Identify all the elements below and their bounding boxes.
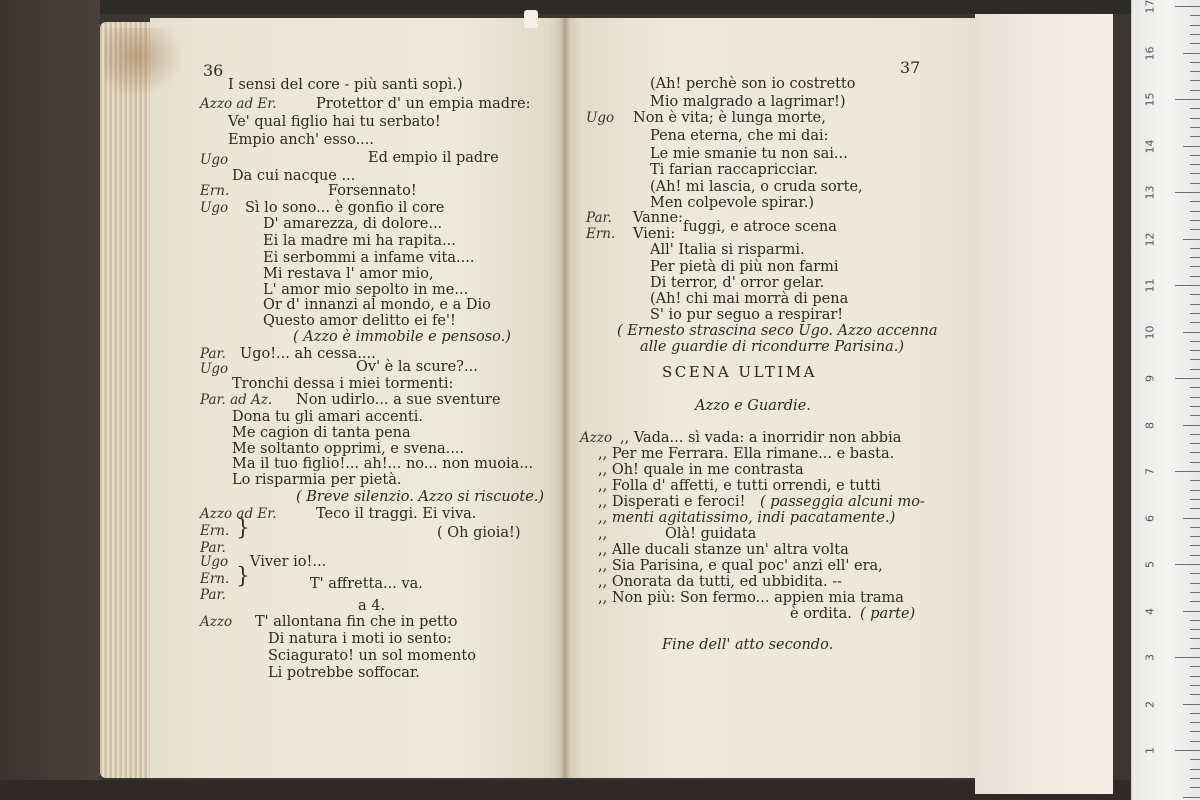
ruler-tick bbox=[1183, 425, 1200, 426]
text-line: ,, Folla d' affetti, e tutti orrendi, e tutti bbox=[598, 478, 881, 494]
ruler-tick bbox=[1190, 34, 1200, 35]
text-line: Olà! guidata bbox=[665, 526, 757, 542]
ruler-tick bbox=[1190, 155, 1200, 156]
ruler-tick bbox=[1190, 304, 1200, 305]
ruler-tick bbox=[1190, 508, 1200, 509]
ruler-tick bbox=[1190, 108, 1200, 109]
speaker-tag: Ern. bbox=[200, 571, 230, 587]
ruler-tick bbox=[1190, 183, 1200, 184]
text-line: ,, Alle ducali stanze un' altra volta bbox=[598, 542, 849, 558]
ruler-tick bbox=[1190, 434, 1200, 435]
ruler-tick bbox=[1190, 322, 1200, 323]
ruler-tick bbox=[1190, 136, 1200, 137]
text-line: Or d' innanzi al mondo, e a Dio bbox=[263, 297, 491, 313]
ruler-tick bbox=[1190, 620, 1200, 621]
ruler-tick bbox=[1175, 99, 1200, 100]
text-line: Di natura i moti io sento: bbox=[268, 631, 452, 647]
text-line: Ugo!... ah cessa.... bbox=[240, 346, 376, 362]
text-line: S' io pur seguo a respirar! bbox=[650, 307, 844, 323]
ruler-label: 4 bbox=[1143, 607, 1157, 615]
text-line: fuggi, e atroce scena bbox=[683, 219, 837, 235]
ruler-tick bbox=[1190, 127, 1200, 128]
text-line: ( Azzo è immobile e pensoso.) bbox=[293, 329, 511, 345]
ruler-tick bbox=[1190, 731, 1200, 732]
ruler-tick bbox=[1190, 601, 1200, 602]
text-line: Viver io!... bbox=[250, 554, 327, 570]
ruler-label: 5 bbox=[1143, 561, 1157, 568]
ruler-tick bbox=[1190, 397, 1200, 398]
text-line: ( Breve silenzio. Azzo si riscuote.) bbox=[296, 489, 545, 505]
text-line: Pena eterna, che mi dai: bbox=[650, 128, 829, 144]
speaker-tag: Ern. bbox=[200, 523, 230, 539]
ruler-tick bbox=[1175, 285, 1200, 286]
speaker-tag: Par. bbox=[200, 346, 226, 362]
text-line: Vanne: bbox=[633, 210, 683, 226]
text-line: Ve' qual figlio hai tu serbato! bbox=[228, 114, 441, 130]
text-line: a 4. bbox=[358, 598, 386, 614]
text-line: Ei la madre mi ha rapita... bbox=[263, 233, 456, 249]
ruler-tick bbox=[1190, 787, 1200, 788]
ruler-tick bbox=[1190, 648, 1200, 649]
text-line: Sì lo sono... è gonfio il core bbox=[245, 200, 445, 216]
ruler-tick bbox=[1183, 53, 1200, 54]
ruler-tick bbox=[1175, 378, 1200, 379]
binding-thread bbox=[524, 10, 538, 28]
ruler-tick bbox=[1190, 480, 1200, 481]
speaker-tag: Par. bbox=[200, 540, 226, 556]
ruler-tick bbox=[1175, 564, 1200, 565]
text-line: ,, Onorata da tutti, ed ubbidita. -- bbox=[598, 574, 843, 590]
ruler-tick bbox=[1190, 685, 1200, 686]
text-line: ,, Per me Ferrara. Ella rimane... e basta. bbox=[598, 446, 895, 462]
speaker-tag: Ern. bbox=[200, 183, 230, 199]
ruler-tick bbox=[1190, 350, 1200, 351]
ruler-tick bbox=[1190, 164, 1200, 165]
ruler-label: 10 bbox=[1143, 325, 1157, 339]
text-line: L' amor mio sepolto in me... bbox=[263, 282, 469, 298]
brace: } bbox=[236, 516, 250, 541]
text-line: I sensi del core - più santi sopì.) bbox=[228, 77, 463, 93]
page-number-left: 36 bbox=[203, 61, 224, 80]
book-gutter bbox=[560, 18, 570, 778]
text-line: Empio anch' esso.... bbox=[228, 132, 375, 148]
ruler-tick bbox=[1190, 676, 1200, 677]
speaker-tag: Ugo bbox=[586, 110, 615, 126]
ruler-tick bbox=[1190, 545, 1200, 546]
ruler-label: 15 bbox=[1143, 92, 1157, 107]
text-line: Le mie smanie tu non sai... bbox=[650, 146, 848, 162]
brace: } bbox=[236, 564, 250, 589]
text-line: ,, Oh! quale in me contrasta bbox=[598, 462, 804, 478]
ruler-tick bbox=[1190, 313, 1200, 314]
ruler-tick bbox=[1190, 592, 1200, 593]
ruler-tick bbox=[1190, 25, 1200, 26]
ruler-tick bbox=[1190, 248, 1200, 249]
ruler-tick bbox=[1190, 536, 1200, 537]
ruler-tick bbox=[1190, 118, 1200, 119]
text-line: T' allontana fin che in petto bbox=[255, 614, 458, 630]
ruler-tick bbox=[1190, 490, 1200, 491]
ruler-tick bbox=[1190, 583, 1200, 584]
ruler-tick bbox=[1190, 294, 1200, 295]
text-line: T' affretta... va. bbox=[310, 576, 423, 592]
text-line: ,, bbox=[598, 526, 608, 542]
backdrop-left bbox=[0, 0, 100, 800]
ruler-tick bbox=[1190, 573, 1200, 574]
text-line: (Ah! mi lascia, o cruda sorte, bbox=[650, 179, 863, 195]
ruler-tick bbox=[1190, 71, 1200, 72]
ruler-tick bbox=[1190, 694, 1200, 695]
ruler-tick bbox=[1183, 332, 1200, 333]
text-line: Teco il traggi. Ei viva. bbox=[316, 506, 477, 522]
speaker-tag: Par. bbox=[200, 587, 226, 603]
text-line: ,, Sia Parisina, e qual poc' anzi ell' era, bbox=[598, 558, 883, 574]
text-line: Lo risparmia per pietà. bbox=[232, 472, 402, 488]
text-line: Mio malgrado a lagrimar!) bbox=[650, 94, 846, 110]
ruler-tick bbox=[1190, 713, 1200, 714]
ruler-tick bbox=[1190, 220, 1200, 221]
ruler-tick bbox=[1183, 611, 1200, 612]
ruler-tick bbox=[1190, 266, 1200, 267]
text-line: Ov' è la scure?... bbox=[356, 359, 478, 375]
ruler-tick bbox=[1190, 452, 1200, 453]
closing-line: Fine dell' atto secondo. bbox=[662, 637, 834, 653]
ruler-tick bbox=[1190, 62, 1200, 63]
ruler-tick bbox=[1190, 276, 1200, 277]
text-line: Li potrebbe soffocar. bbox=[268, 665, 420, 681]
scene-heading: SCENA ULTIMA bbox=[662, 363, 817, 381]
text-line: ( parte) bbox=[860, 606, 916, 622]
ruler-tick bbox=[1190, 43, 1200, 44]
ruler-tick bbox=[1190, 741, 1200, 742]
ruler-tick bbox=[1190, 629, 1200, 630]
ruler-tick bbox=[1190, 211, 1200, 212]
speaker-tag: Azzo bbox=[580, 430, 613, 446]
measurement-ruler bbox=[1131, 0, 1200, 800]
ruler-tick bbox=[1175, 192, 1200, 193]
speaker-tag: Ugo bbox=[200, 152, 229, 168]
ruler-tick bbox=[1190, 406, 1200, 407]
text-line: Da cui nacque ... bbox=[232, 168, 356, 184]
text-line: (Ah! perchè son io costretto bbox=[650, 76, 856, 92]
ruler-tick bbox=[1190, 666, 1200, 667]
ruler-tick bbox=[1190, 769, 1200, 770]
ruler-label: 14 bbox=[1143, 139, 1157, 153]
ruler-tick bbox=[1190, 722, 1200, 723]
ruler-label: 17 bbox=[1143, 0, 1157, 14]
speaker-tag: Ugo bbox=[200, 554, 229, 570]
speaker-tag: Azzo ad Er. bbox=[200, 506, 277, 522]
ruler-tick bbox=[1183, 797, 1200, 798]
speaker-tag: Par. bbox=[586, 210, 612, 226]
text-line: è ordita. bbox=[790, 606, 852, 622]
text-line: Me cagion di tanta pena bbox=[232, 425, 411, 441]
ruler-label: 7 bbox=[1143, 468, 1157, 475]
speaker-tag: Par. ad Az. bbox=[200, 392, 273, 408]
ruler-tick bbox=[1190, 229, 1200, 230]
ruler-tick bbox=[1190, 638, 1200, 639]
speaker-tag: Azzo ad Er. bbox=[200, 96, 277, 112]
text-line: ,, Non più: Son fermo... appien mia trama bbox=[598, 590, 904, 606]
ruler-tick bbox=[1190, 555, 1200, 556]
text-line: Tronchi dessa i miei tormenti: bbox=[232, 376, 454, 392]
ruler-tick bbox=[1175, 657, 1200, 658]
text-line: ,, Vada... sì vada: a inorridir non abbia bbox=[620, 430, 902, 446]
ruler-tick bbox=[1190, 90, 1200, 91]
ruler-tick bbox=[1190, 80, 1200, 81]
text-line: Dona tu gli amari accenti. bbox=[232, 409, 423, 425]
ruler-tick bbox=[1190, 759, 1200, 760]
ruler-tick bbox=[1175, 750, 1200, 751]
text-line: Forsennato! bbox=[328, 183, 417, 199]
ruler-tick bbox=[1190, 387, 1200, 388]
ruler-tick bbox=[1190, 499, 1200, 500]
stain bbox=[104, 28, 184, 98]
text-line: Ei serbommi a infame vita.... bbox=[263, 250, 475, 266]
text-line: Ed empio il padre bbox=[368, 150, 499, 166]
text-line: alle guardie di ricondurre Parisina.) bbox=[640, 339, 905, 355]
ruler-tick bbox=[1190, 462, 1200, 463]
ruler-tick bbox=[1190, 443, 1200, 444]
backdrop-bottom bbox=[0, 780, 1130, 800]
ruler-label: 12 bbox=[1143, 232, 1157, 246]
text-line: ( Oh gioia!) bbox=[437, 525, 521, 541]
speaker-tag: Ugo bbox=[200, 361, 229, 377]
backdrop bbox=[0, 0, 1200, 14]
ruler-tick bbox=[1190, 778, 1200, 779]
ruler-label: 9 bbox=[1143, 375, 1157, 382]
speaker-tag: Azzo bbox=[200, 614, 233, 630]
speaker-tag: Ern. bbox=[586, 226, 616, 242]
text-line: Ma il tuo figlio!... ah!... no... non muoia... bbox=[232, 456, 534, 472]
ruler-tick bbox=[1190, 415, 1200, 416]
text-line: ( passeggia alcuni mo- bbox=[760, 494, 925, 510]
ruler-tick bbox=[1190, 359, 1200, 360]
ruler-label: 6 bbox=[1143, 514, 1157, 522]
text-line: Per pietà di più non farmi bbox=[650, 259, 839, 275]
speaker-tag: Ugo bbox=[200, 200, 229, 216]
ruler-tick bbox=[1190, 369, 1200, 370]
ruler-label: 16 bbox=[1143, 46, 1157, 60]
ruler-label: 1 bbox=[1143, 747, 1157, 754]
ruler-tick bbox=[1183, 704, 1200, 705]
ruler-tick bbox=[1190, 201, 1200, 202]
text-line: Non è vita; è lunga morte, bbox=[633, 110, 826, 126]
ruler-label: 3 bbox=[1143, 654, 1157, 661]
text-line: Di terror, d' orror gelar. bbox=[650, 275, 825, 291]
text-line: Sciagurato! un sol momento bbox=[268, 648, 476, 664]
ruler-tick bbox=[1183, 146, 1200, 147]
text-line: ,, menti agitatissimo, indi pacatamente.) bbox=[598, 510, 896, 526]
page-number-right: 37 bbox=[900, 58, 921, 77]
text-line: D' amarezza, di dolore... bbox=[263, 216, 443, 232]
ruler-tick bbox=[1190, 15, 1200, 16]
ruler-tick bbox=[1175, 471, 1200, 472]
text-line: Me soltanto opprimi, e svena.... bbox=[232, 441, 465, 457]
text-line: All' Italia si risparmi. bbox=[650, 242, 805, 258]
ruler-label: 13 bbox=[1143, 185, 1157, 200]
text-line: Vieni: bbox=[633, 226, 676, 242]
text-line: Questo amor delitto ei fe'! bbox=[263, 313, 456, 329]
text-line: Non udirlo... a sue sventure bbox=[296, 392, 501, 408]
ruler-tick bbox=[1190, 341, 1200, 342]
ruler-tick bbox=[1175, 6, 1200, 7]
ruler-tick bbox=[1183, 518, 1200, 519]
ruler-tick bbox=[1190, 257, 1200, 258]
scene-subheading: Azzo e Guardie. bbox=[695, 398, 811, 414]
text-line: ,, Disperati e feroci! bbox=[598, 494, 746, 510]
ruler-tick bbox=[1190, 527, 1200, 528]
ruler-label: 8 bbox=[1143, 421, 1157, 429]
text-line: ( Ernesto strascina seco Ugo. Azzo accenna bbox=[617, 323, 938, 339]
support-sheet bbox=[975, 14, 1113, 794]
text-line: (Ah! chi mai morrà di pena bbox=[650, 291, 849, 307]
text-line: Mi restava l' amor mio, bbox=[263, 266, 434, 282]
text-line: Protettor d' un empia madre: bbox=[316, 96, 531, 112]
text-line: Ti farian raccapricciar. bbox=[650, 162, 818, 178]
ruler-tick bbox=[1190, 173, 1200, 174]
ruler-label: 11 bbox=[1143, 278, 1157, 293]
ruler-tick bbox=[1183, 239, 1200, 240]
ruler-label: 2 bbox=[1143, 700, 1157, 708]
text-line: Men colpevole spirar.) bbox=[650, 195, 815, 211]
